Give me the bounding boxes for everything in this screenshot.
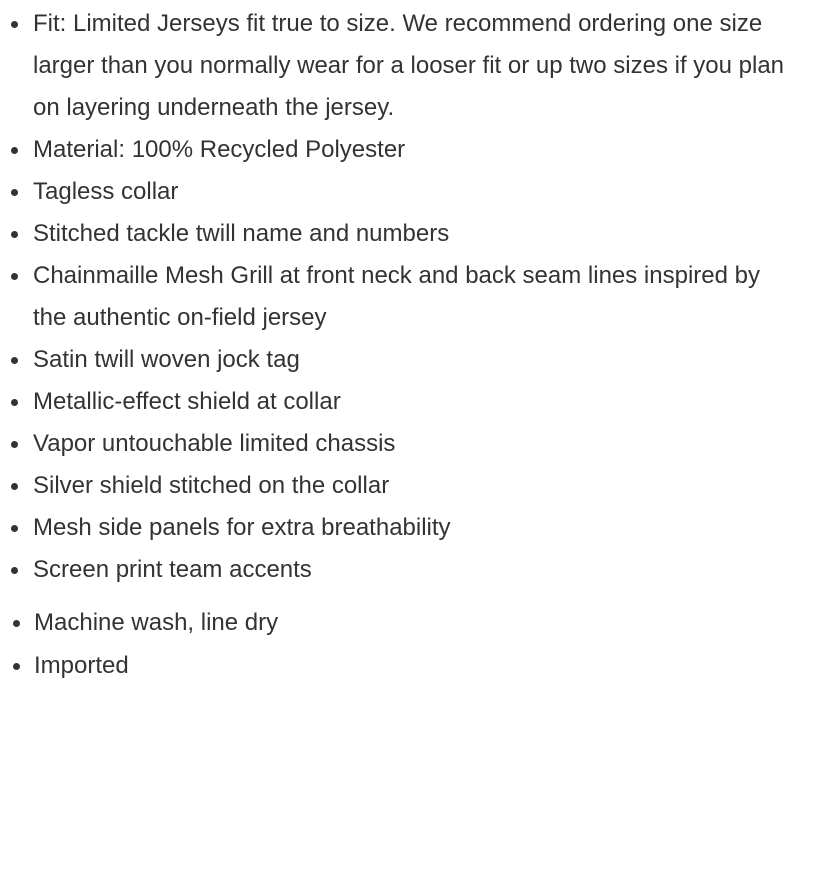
feature-text: Screen print team accents xyxy=(33,556,312,583)
care-text: Machine wash, line dry xyxy=(34,609,279,636)
list-item xyxy=(0,129,823,171)
bullet-icon xyxy=(11,441,18,448)
list-item xyxy=(0,507,823,549)
list-item xyxy=(0,171,823,213)
bullet-icon xyxy=(13,620,20,627)
feature-text: Satin twill woven jock tag xyxy=(33,346,300,373)
feature-text: Stitched tackle twill name and numbers xyxy=(33,220,450,247)
list-item xyxy=(0,381,823,423)
feature-text: Chainmaille Mesh Grill at front neck and back seam lines inspired by the authentic on-field jersey xyxy=(33,262,760,331)
list-item xyxy=(0,213,823,255)
feature-text: Vapor untouchable limited chassis xyxy=(33,430,396,457)
bullet-icon xyxy=(11,21,18,28)
list-item xyxy=(0,255,823,339)
bullet-icon xyxy=(11,357,18,364)
care-text: Imported xyxy=(34,652,129,679)
bullet-icon xyxy=(11,567,18,574)
list-item xyxy=(0,339,823,381)
feature-text: Metallic-effect shield at collar xyxy=(33,388,341,415)
bullet-icon xyxy=(11,483,18,490)
feature-text: Fit: Limited Jerseys fit true to size. We recommend ordering one size larger than you normally wear for a looser fit or up two sizes if you plan on layering underneath the jersey. xyxy=(33,10,785,121)
bullet-icon xyxy=(11,147,18,154)
bullet-icon xyxy=(11,231,18,238)
list-item xyxy=(0,3,823,129)
feature-text: Silver shield stitched on the collar xyxy=(33,472,390,499)
bullet-icon xyxy=(13,663,20,670)
bullet-icon xyxy=(11,189,18,196)
product-features-list xyxy=(0,3,823,591)
bullet-icon xyxy=(11,273,18,280)
bullet-icon xyxy=(11,399,18,406)
list-item xyxy=(0,644,823,687)
feature-text: Tagless collar xyxy=(33,178,179,205)
bullet-icon xyxy=(11,525,18,532)
feature-text: Mesh side panels for extra breathability xyxy=(33,514,451,541)
list-item xyxy=(0,423,823,465)
care-info-list xyxy=(0,601,823,687)
list-item xyxy=(0,601,823,644)
feature-text: Material: 100% Recycled Polyester xyxy=(33,136,406,163)
list-item xyxy=(0,549,823,591)
list-item xyxy=(0,465,823,507)
